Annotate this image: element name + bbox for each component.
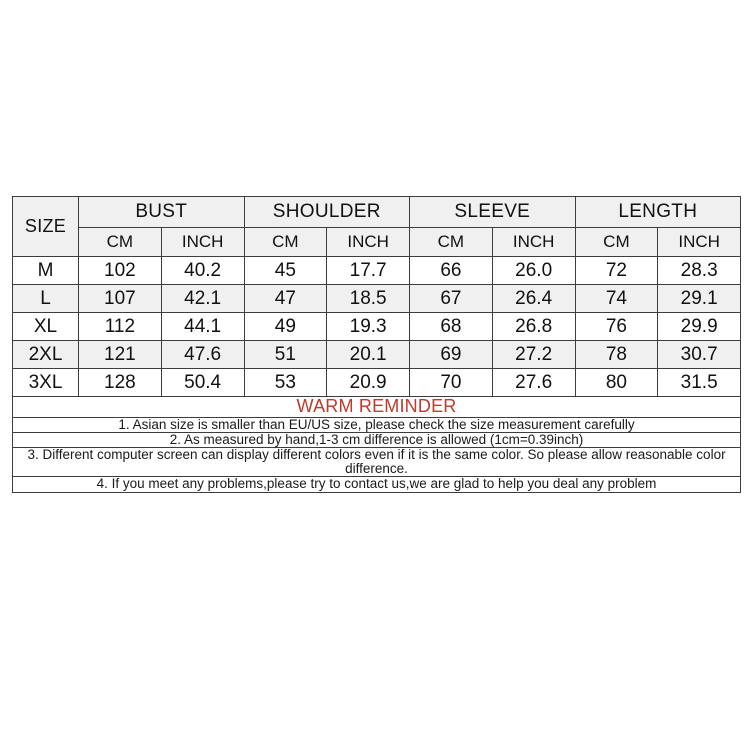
cell-bust-inch: 40.2 — [161, 257, 244, 285]
cell-bust-inch: 42.1 — [161, 285, 244, 313]
reminder-note-row — [13, 432, 741, 447]
reminder-note-4 — [13, 477, 741, 492]
reminder-note-3 — [13, 448, 741, 477]
header-unit-sleeve-cm: CM — [410, 228, 493, 257]
cell-length-inch: 29.1 — [658, 285, 741, 313]
cell-shoulder-inch: 19.3 — [327, 313, 410, 341]
header-unit-bust-cm: CM — [79, 228, 162, 257]
cell-shoulder-cm: 47 — [244, 285, 327, 313]
cell-sleeve-inch: 26.0 — [492, 257, 575, 285]
cell-shoulder-cm: 49 — [244, 313, 327, 341]
table-row — [13, 341, 741, 369]
cell-length-cm: 74 — [575, 285, 658, 313]
cell-length-cm: 80 — [575, 369, 658, 397]
cell-length-cm: 78 — [575, 341, 658, 369]
reminder-note-row — [13, 417, 741, 432]
cell-sleeve-cm: 66 — [410, 257, 493, 285]
cell-sleeve-inch: 27.6 — [492, 369, 575, 397]
table-header — [13, 197, 741, 257]
table-row — [13, 369, 741, 397]
header-row-groups — [13, 197, 741, 228]
cell-length-cm: 72 — [575, 257, 658, 285]
header-unit-bust-inch: INCH — [161, 228, 244, 257]
cell-bust-cm: 112 — [79, 313, 162, 341]
size-chart-table — [12, 196, 741, 493]
cell-length-inch: 28.3 — [658, 257, 741, 285]
reminder-note-row — [13, 448, 741, 477]
cell-size: 2XL — [13, 341, 79, 369]
cell-size: L — [13, 285, 79, 313]
table-body — [13, 257, 741, 493]
cell-length-inch: 30.7 — [658, 341, 741, 369]
header-group-shoulder: SHOULDER — [244, 197, 410, 228]
header-unit-sleeve-inch: INCH — [492, 228, 575, 257]
header-size: SIZE — [13, 197, 79, 257]
reminder-note-3-text: 3. Different computer screen can display different colors even if it is the same color. So please allow reasonable color difference. — [27, 447, 726, 477]
reminder-note-2 — [13, 432, 741, 447]
cell-shoulder-cm: 53 — [244, 369, 327, 397]
cell-size: XL — [13, 313, 79, 341]
cell-length-inch: 29.9 — [658, 313, 741, 341]
cell-bust-cm: 102 — [79, 257, 162, 285]
cell-bust-cm: 107 — [79, 285, 162, 313]
table-row — [13, 313, 741, 341]
table-row — [13, 285, 741, 313]
reminder-note-2-text: 2. As measured by hand,1-3 cm difference is allowed (1cm=0.39inch) — [169, 431, 584, 447]
warm-reminder-title: WARM REMINDER — [296, 396, 457, 416]
reminder-note-4-text: 4. If you meet any problems,please try to contact us,we are glad to help you deal any problem — [96, 476, 657, 492]
cell-size: 3XL — [13, 369, 79, 397]
cell-bust-inch: 50.4 — [161, 369, 244, 397]
header-group-sleeve: SLEEVE — [410, 197, 576, 228]
cell-bust-inch: 44.1 — [161, 313, 244, 341]
cell-bust-cm: 121 — [79, 341, 162, 369]
cell-shoulder-inch: 17.7 — [327, 257, 410, 285]
cell-size: M — [13, 257, 79, 285]
cell-shoulder-cm: 51 — [244, 341, 327, 369]
cell-sleeve-cm: 67 — [410, 285, 493, 313]
reminder-title-cell — [13, 397, 741, 418]
size-chart-container — [12, 196, 740, 493]
cell-length-inch: 31.5 — [658, 369, 741, 397]
table-row — [13, 257, 741, 285]
cell-length-cm: 76 — [575, 313, 658, 341]
reminder-title-row — [13, 397, 741, 418]
cell-sleeve-cm: 70 — [410, 369, 493, 397]
header-unit-length-inch: INCH — [658, 228, 741, 257]
cell-sleeve-cm: 69 — [410, 341, 493, 369]
cell-shoulder-inch: 20.9 — [327, 369, 410, 397]
cell-shoulder-inch: 18.5 — [327, 285, 410, 313]
cell-shoulder-cm: 45 — [244, 257, 327, 285]
header-unit-length-cm: CM — [575, 228, 658, 257]
cell-sleeve-inch: 26.8 — [492, 313, 575, 341]
header-unit-shoulder-cm: CM — [244, 228, 327, 257]
reminder-note-row — [13, 477, 741, 492]
reminder-note-1-text: 1. Asian size is smaller than EU/US size, please check the size measurement carefully — [118, 416, 635, 432]
cell-shoulder-inch: 20.1 — [327, 341, 410, 369]
header-unit-shoulder-inch: INCH — [327, 228, 410, 257]
cell-sleeve-cm: 68 — [410, 313, 493, 341]
header-row-units — [13, 228, 741, 257]
header-group-bust: BUST — [79, 197, 245, 228]
cell-bust-inch: 47.6 — [161, 341, 244, 369]
cell-sleeve-inch: 27.2 — [492, 341, 575, 369]
header-group-length: LENGTH — [575, 197, 741, 228]
cell-sleeve-inch: 26.4 — [492, 285, 575, 313]
cell-bust-cm: 128 — [79, 369, 162, 397]
reminder-note-1 — [13, 417, 741, 432]
